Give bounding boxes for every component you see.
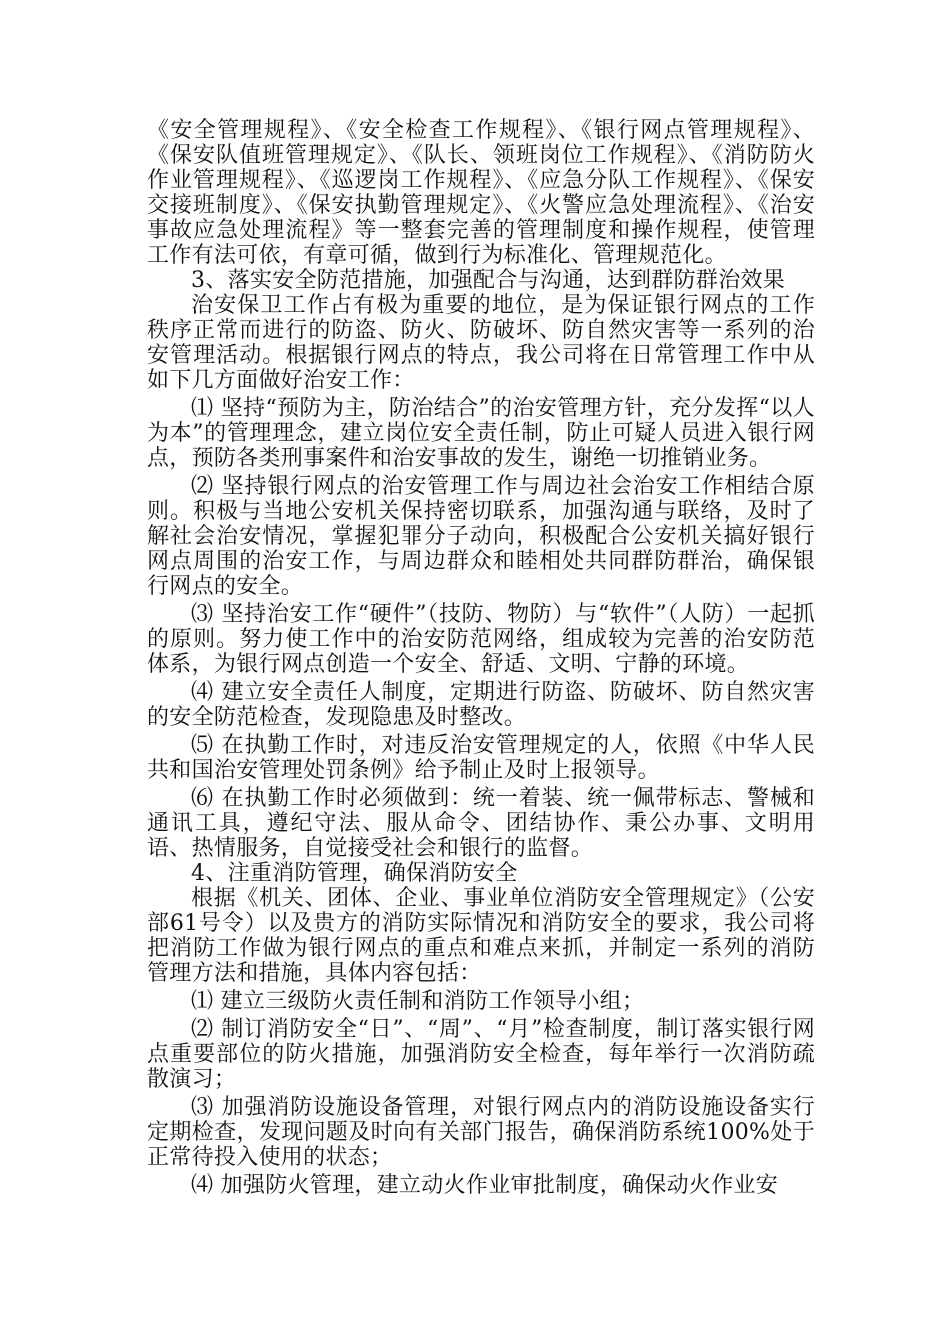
list-item-fire-3: ⑶ 加强消防设施设备管理，对银行网点内的消防设施设备实行定期检查，发现问题及时向有关部门报告，确保消防系统100%处于正常待投入使用的状态； <box>147 1095 815 1170</box>
list-item-security-5: ⑸ 在执勤工作时，对违反治安管理规定的人，依照《中华人民共和国治安管理处罚条例》给予制止及时上报领导。 <box>147 733 815 783</box>
list-item-security-6: ⑹ 在执勤工作时必须做到：统一着装、统一佩带标志、警械和通讯工具，遵纪守法、服从命令、团结协作、秉公办事、文明用语、热情服务，自觉接受社会和银行的监督。 <box>147 786 815 861</box>
list-item-security-4: ⑷ 建立安全责任人制度，定期进行防盗、防破坏、防自然灾害的安全防范检查，发现隐患及时整改。 <box>147 680 815 730</box>
section-heading-3: 3、落实安全防范措施，加强配合与沟通，达到群防群治效果 <box>191 268 786 293</box>
paragraph-security-intro: 治安保卫工作占有极为重要的地位，是为保证银行网点的工作秩序正常而进行的防盗、防火、防破坏、防自然灾害等一系列的治安管理活动。根据银行网点的特点，我公司将在日常管理工作中从如下几方面做好治安工作： <box>147 293 815 393</box>
document-body <box>147 118 815 1198</box>
list-item-security-1: ⑴ 坚持“预防为主，防治结合”的治安管理方针，充分发挥“以人为本”的管理理念，建立岗位安全责任制，防止可疑人员进入银行网点，预防各类刑事案件和治安事故的发生，谢绝一切推销业务。 <box>147 396 815 471</box>
list-item-fire-4: ⑷ 加强防火管理，建立动火作业审批制度，确保动火作业安 <box>191 1173 779 1198</box>
paragraph-fire-intro: 根据《机关、团体、企业、事业单位消防安全管理规定》（公安部61号令）以及贵方的消防实际情况和消防安全的要求，我公司将把消防工作做为银行网点的重点和难点来抓，并制定一系列的消防管理方法和措施，具体内容包括： <box>147 886 815 986</box>
list-item-fire-1: ⑴ 建立三级防火责任制和消防工作领导小组； <box>191 989 645 1014</box>
list-item-security-2: ⑵ 坚持银行网点的治安管理工作与周边社会治安工作相结合原则。积极与当地公安机关保持密切联系，加强沟通与联络，及时了解社会治安情况，掌握犯罪分子动向，积极配合公安机关搞好银行网点周围的治安工作，与周边群众和睦相处共同群防群治，确保银行网点的安全。 <box>147 474 815 599</box>
section-heading-4: 4、注重消防管理，确保消防安全 <box>191 861 518 886</box>
list-item-security-3: ⑶ 坚持治安工作“硬件”（技防、物防）与“软件”（人防）一起抓的原则。努力使工作中的治安防范网络，组成较为完善的治安防范体系，为银行网点创造一个安全、舒适、文明、宁静的环境。 <box>147 602 815 677</box>
paragraph-regulations-list: 《安全管理规程》、《安全检查工作规程》、《银行网点管理规程》、《保安队值班管理规定》、《队长、领班岗位工作规程》、《消防防火作业管理规程》、《巡逻岗工作规程》、《应急分队工作规程》、《保安交接班制度》、《保安执勤管理规定》、《火警应急处理流程》、《治安事故应急处理流程》等一整套完善的管理制度和操作规程，使管理工作有法可依，有章可循，做到行为标准化、管理规范化。 <box>147 118 815 268</box>
list-item-fire-2: ⑵ 制订消防安全“日”、“周”、“月”检查制度，制订落实银行网点重要部位的防火措施，加强消防安全检查，每年举行一次消防疏散演习； <box>147 1017 815 1092</box>
